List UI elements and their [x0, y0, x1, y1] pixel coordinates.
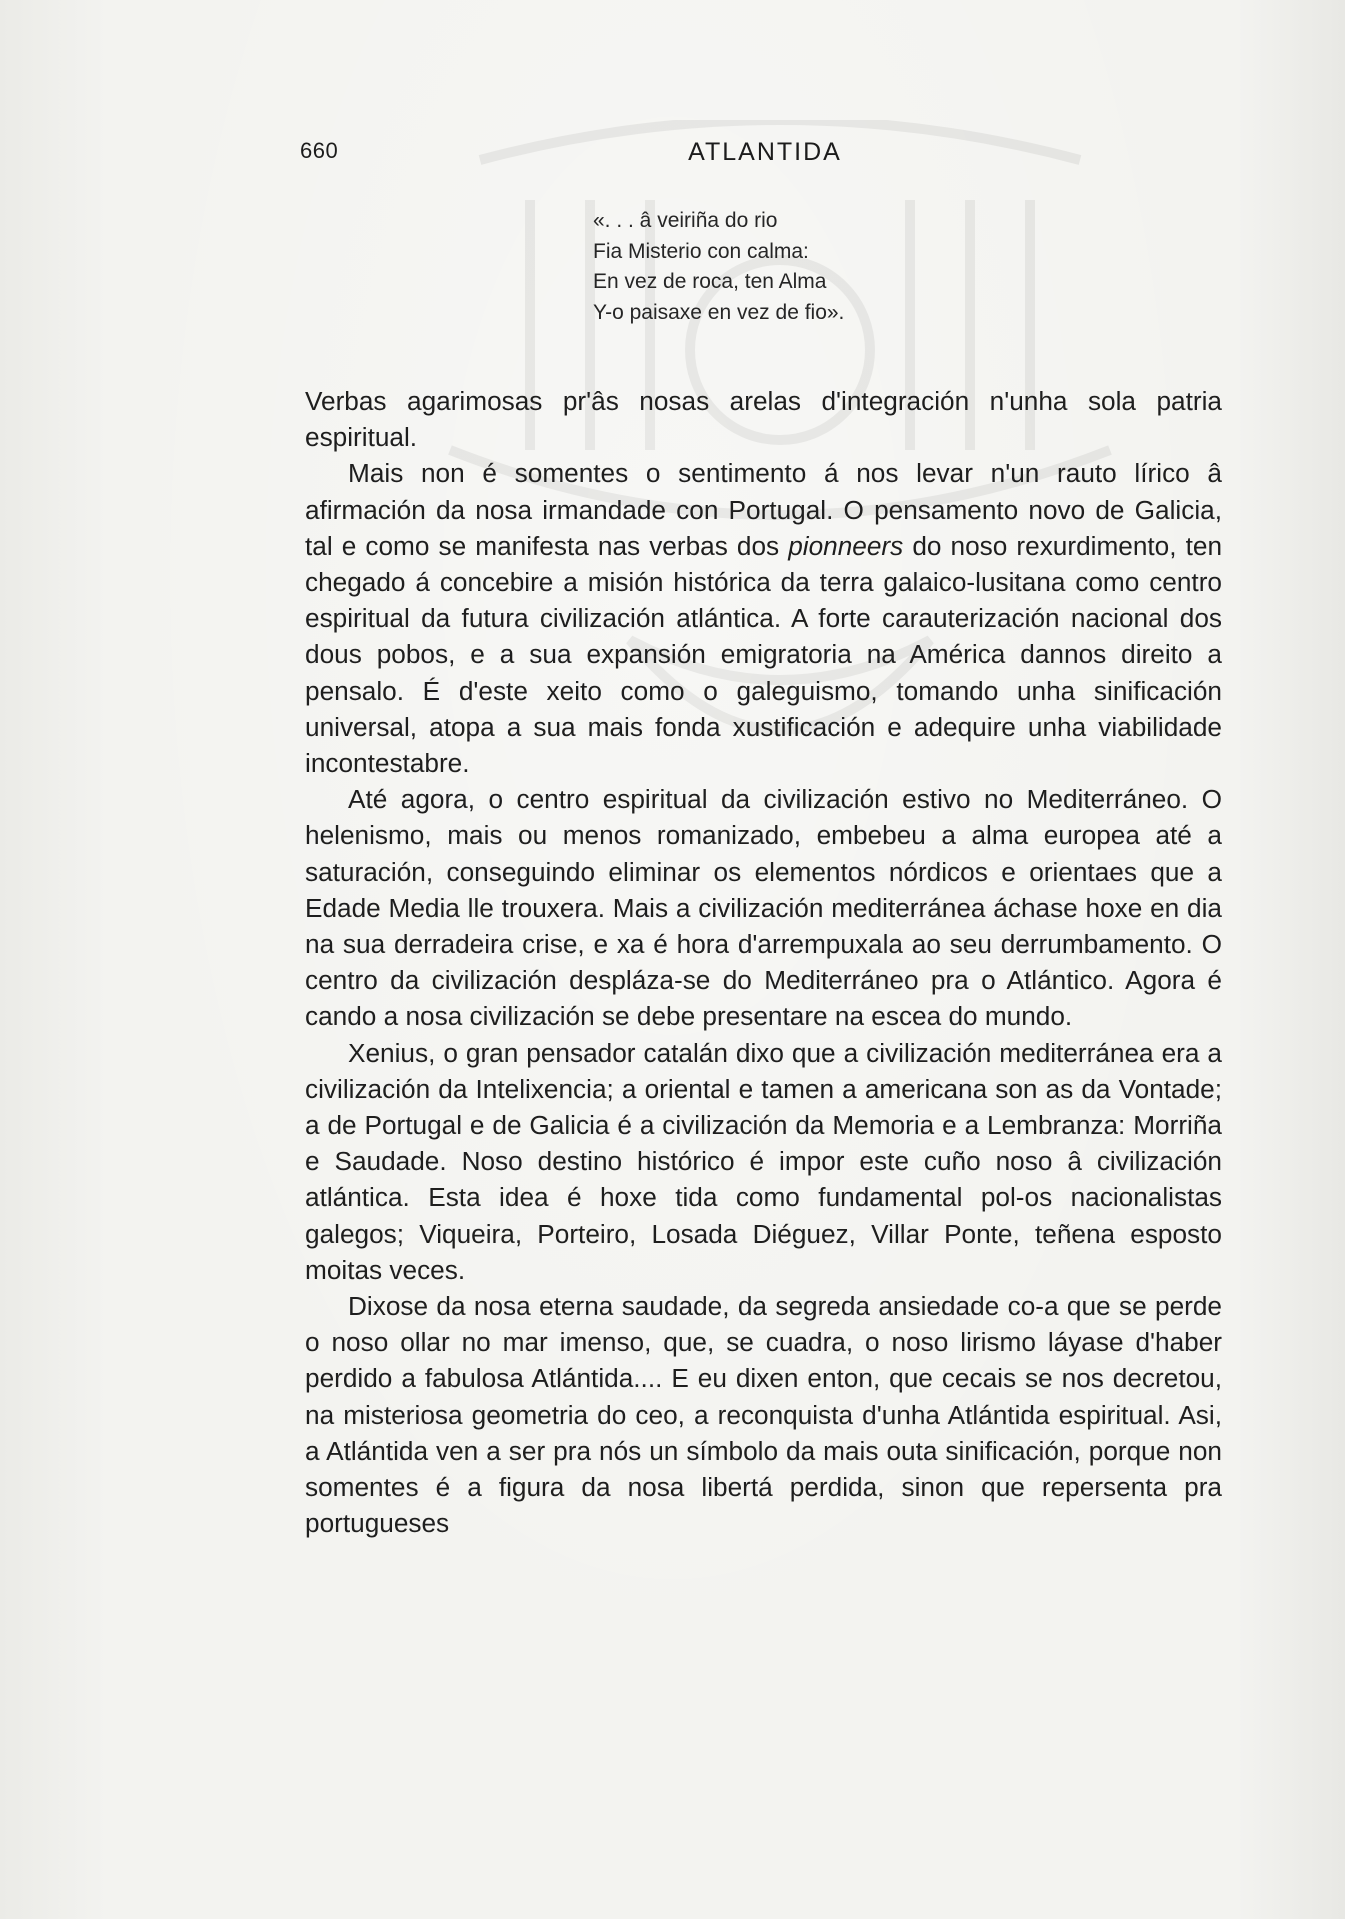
- page-number: 660: [300, 138, 339, 163]
- verse-line: «. . . â veiriña do rio: [593, 209, 778, 232]
- running-head: [300, 138, 1230, 174]
- paragraph-text: Mais non é somentes o sentimento á nos levar n'un rauto lírico â afirmación da nosa irmandade con Portugal. O pensamento novo de Galicia, tal e como se manifesta nas verbas dos: [305, 458, 1222, 561]
- paragraph: Dixose da nosa eterna saudade, da segreda ansiedade co-a que se perde o noso ollar no mar imenso, que, se cuadra, o noso lirismo láyase d'haber perdido a fabulosa Atlántida.... E eu dixen enton, que cecais se nos decretou, na misteriosa geometria do ceo, a reconquista d'unha Atlántida espiritual. Asi, a Atlántida ven a ser pra nós un símbolo da mais outa sinificación, porque non somentes é a figura da nosa libertá perdida, sinon que repersenta pra portugueses: [305, 1291, 1222, 1539]
- paragraph: Até agora, o centro espiritual da civilización estivo no Mediterráneo. O helenismo, mais ou menos romanizado, embebeu a alma europea até a saturación, conseguindo eliminar os elementos nórdicos e orientaes que a Edade Media lle trouxera. Mais a civilización mediterránea áchase hoxe en dia na sua derradeira crise, e xa é hora d'arrempuxala ao seu derrumbamento. O centro da civilización despláza-se do Mediterráneo pra o Atlántico. Agora é cando a nosa civilización se debe presentare na escea do mundo.: [305, 784, 1222, 1032]
- emphasis-term: pionneers: [788, 530, 904, 561]
- running-title: ATLANTIDA: [688, 138, 842, 166]
- verse-line: Y-o paisaxe en vez de fio».: [593, 300, 845, 324]
- body-text: [305, 383, 1222, 1542]
- verse-quote: [593, 206, 993, 328]
- verse-line: Fia Misterio con calma:: [593, 239, 809, 263]
- paragraph: Xenius, o gran pensador catalán dixo que a civilización mediterránea era a civilización da Intelixencia; a oriental e tamen a americana son as da Vontade; a de Portugal e de Galicia é a civilización da Memoria e a Lembranza: Morriña e Saudade. Noso destino histórico é impor este cuño noso â civilización atlántica. Esta idea é hoxe tida como fundamental pol-os nacionalistas galegos; Viqueira, Porteiro, Losada Diéguez, Villar Ponte, teñena esposto moitas veces.: [305, 1037, 1222, 1285]
- paragraph-text: do noso rexurdimento, ten chegado á concebire a misión histórica da terra galaico-lusitana como centro espiritual da futura civilización atlántica. A forte carauterización nacional dos dous pobos, e a sua expansión emigratoria na América dannos direito a pensalo. É d'este xeito como o galeguismo, tomando unha sinificación universal, atopa a sua mais fonda xustificación e adequire unha viabilidade incontestabre.: [305, 530, 1223, 779]
- paragraph: [305, 455, 1222, 781]
- paragraph: Verbas agarimosas pr'âs nosas arelas d'integración n'unha sola patria espiritual.: [305, 386, 1222, 453]
- verse-line: En vez de roca, ten Alma: [593, 270, 827, 293]
